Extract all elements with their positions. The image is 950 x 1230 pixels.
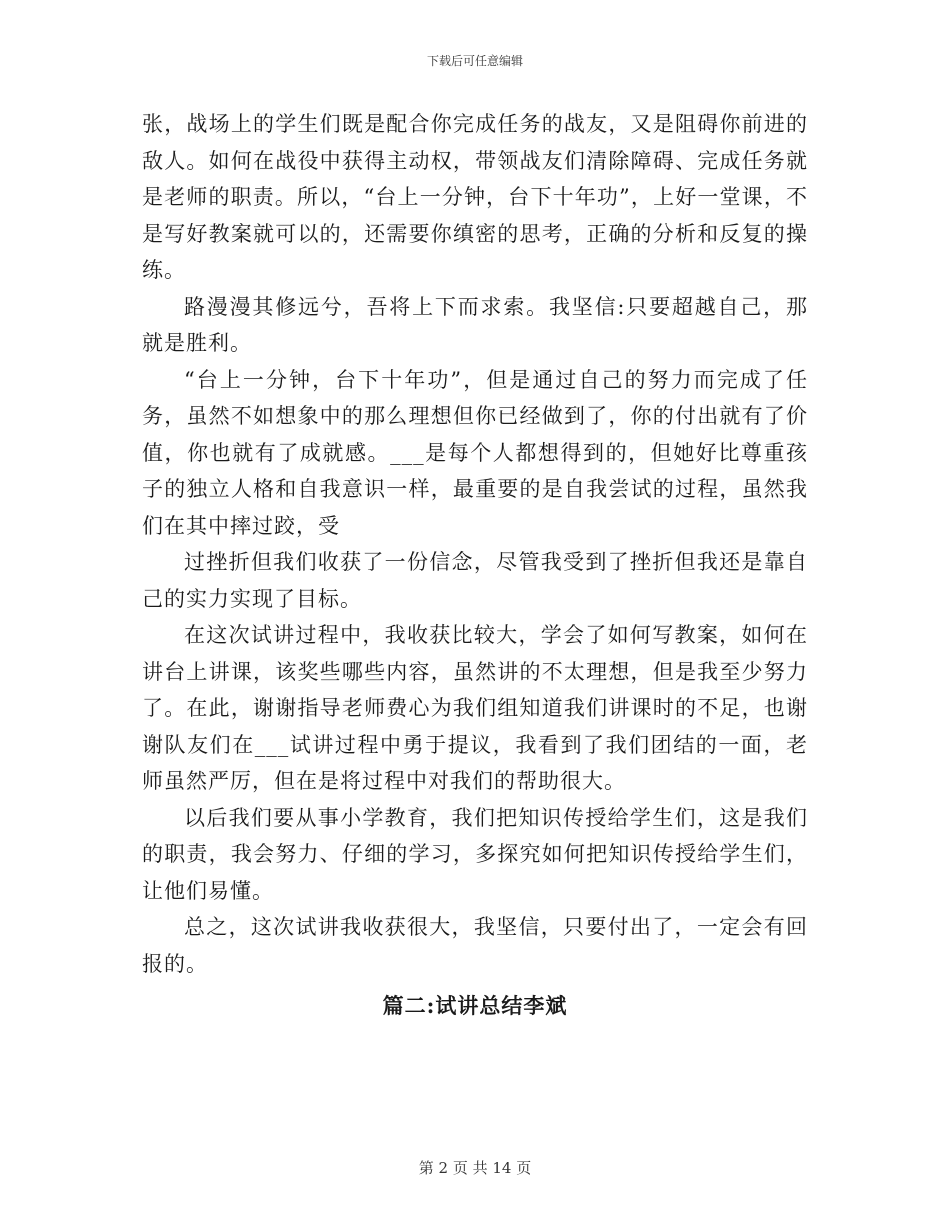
section-title: 篇二:试讲总结李斌 <box>382 993 568 1018</box>
paragraph: 在这次试讲过程中，我收获比较大，学会了如何写教案，如何在讲台上讲课，该奖些哪些内容，虽然讲的不太理想，但是我至少努力了。在此，谢谢指导老师费心为我们组知道我们讲课时的不足，也谢谢队友们在___试讲过程中勇于提议，我看到了我们团结的一面，老师虽然严厉，但在是将过程中对我们的帮助很大。 <box>142 623 808 793</box>
document-body <box>142 106 808 1024</box>
paragraph: 过挫折但我们收获了一份信念，尽管我受到了挫折但我还是靠自己的实力实现了目标。 <box>142 550 808 611</box>
paragraph: 路漫漫其修远兮，吾将上下而求索。我坚信:只要超越自己，那就是胜利。 <box>142 294 808 355</box>
paragraph: 总之，这次试讲我收获很大，我坚信，只要付出了，一定会有回报的。 <box>142 915 808 976</box>
paragraph: 以后我们要从事小学教育，我们把知识传授给学生们，这是我们的职责，我会努力、仔细的学习，多探究如何把知识传授给学生们，让他们易懂。 <box>142 805 808 903</box>
header-note: 下载后可任意编辑 <box>426 54 523 68</box>
paragraph-continued: 张，战场上的学生们既是配合你完成任务的战友，又是阻碍你前进的敌人。如何在战役中获得主动权，带领战友们清除障碍、完成任务就是老师的职责。所以，“台上一分钟，台下十年功”，上好一堂课，不是写好教案就可以的，还需要你缜密的思考，正确的分析和反复的操练。 <box>142 112 808 282</box>
paragraph: “台上一分钟，台下十年功”，但是通过自己的努力而完成了任务，虽然不如想象中的那么理想但你已经做到了，你的付出就有了价值，你也就有了成就感。___是每个人都想得到的，但她好比尊重孩子的独立人格和自我意识一样，最重要的是自我尝试的过程，虽然我们在其中摔过跤，受 <box>142 367 808 538</box>
page-number: 第 2 页 共 14 页 <box>418 1159 532 1177</box>
